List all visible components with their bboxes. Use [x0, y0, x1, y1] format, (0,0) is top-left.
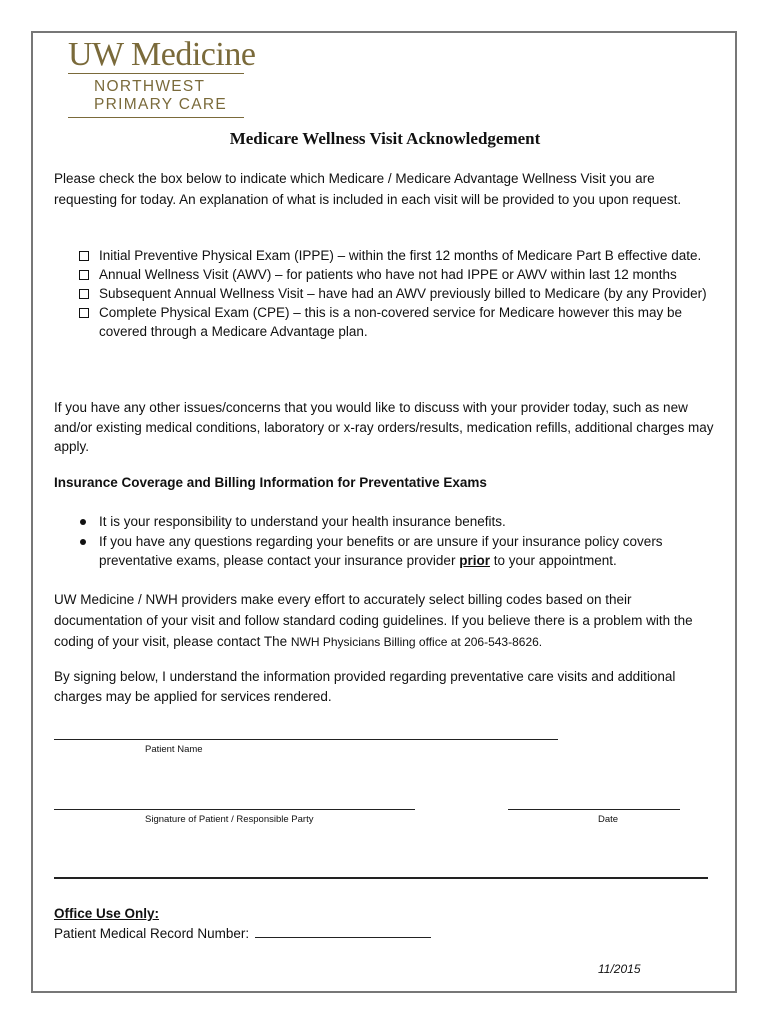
- signature-line[interactable]: [54, 809, 415, 810]
- checkbox[interactable]: [79, 289, 89, 299]
- bullet-text: It is your responsibility to understand your health insurance benefits.: [99, 514, 506, 529]
- other-issues-paragraph: If you have any other issues/concerns that you would like to discuss with your provider today, such as new and/or existing medical conditions, laboratory or x-ray orders/results, medication refills, additional charges may apply.: [54, 400, 714, 454]
- list-item: [78, 512, 708, 532]
- bullet-icon: [80, 539, 86, 545]
- office-use-title: Office Use Only:: [54, 906, 160, 921]
- visit-option-cpe: [78, 303, 718, 341]
- patient-name-line[interactable]: [54, 739, 558, 740]
- revision-date: 11/2015: [598, 962, 641, 976]
- mrn-input-line[interactable]: [255, 925, 431, 938]
- billing-office-contact: NWH Physicians Billing office at 206-543-8626.: [290, 635, 543, 649]
- signature-label: Signature of Patient / Responsible Party: [145, 814, 314, 825]
- office-mrn-row: [54, 925, 431, 941]
- visit-option-label: Subsequent Annual Wellness Visit – have had an AWV previously billed to Medicare (by any Provider): [99, 286, 707, 301]
- checkbox[interactable]: [79, 308, 89, 318]
- bullet-text-end: to your appointment.: [489, 553, 617, 568]
- visit-option-label: Annual Wellness Visit (AWV) – for patients who have not had IPPE or AWV within last 12 months: [99, 267, 677, 282]
- date-line[interactable]: [508, 809, 680, 810]
- section-divider: [54, 877, 708, 879]
- visit-option-awv: [78, 265, 718, 284]
- logo-uw-medicine: UW Medicine: [68, 36, 256, 73]
- visit-option-label: Complete Physical Exam (CPE) – this is a non-covered service for Medicare however this may be covered through a Medicare Advantage plan.: [99, 305, 682, 339]
- bullet-text: If you have any questions regarding your benefits or are unsure if your insurance policy covers preventative exams, please contact your insurance provider: [99, 533, 663, 568]
- billing-text: UW Medicine / NWH providers make every effort to accurately select billing codes based on their documentation of your visit and follow standard coding guidelines. If you believe there is a problem with the coding of your visit, please contact The: [54, 592, 693, 649]
- bullet-icon: [80, 519, 86, 525]
- mrn-label: Patient Medical Record Number:: [54, 926, 253, 941]
- visit-option-ippe: [78, 246, 718, 265]
- logo-divider: [68, 73, 244, 74]
- checkbox[interactable]: [79, 270, 89, 280]
- logo-divider: [68, 117, 244, 118]
- list-item: [78, 532, 708, 571]
- checkbox[interactable]: [79, 251, 89, 261]
- insurance-heading: Insurance Coverage and Billing Information for Preventative Exams: [54, 475, 487, 490]
- consent-paragraph: By signing below, I understand the information provided regarding preventative care visits and additional charges may be applied for services rendered.: [54, 669, 676, 704]
- date-label: Date: [598, 814, 619, 825]
- patient-name-label: Patient Name: [145, 744, 203, 755]
- visit-checklist: [78, 246, 718, 341]
- visit-option-subsequent-awv: [78, 284, 718, 303]
- billing-paragraph: [54, 589, 714, 653]
- logo-primary-care: PRIMARY CARE: [94, 96, 228, 113]
- emphasis-prior: prior: [459, 553, 490, 568]
- logo-northwest: NORTHWEST: [94, 78, 206, 95]
- visit-option-label: Initial Preventive Physical Exam (IPPE) – within the first 12 months of Medicare Part B effective date.: [99, 248, 702, 263]
- insurance-bullets: [78, 512, 708, 571]
- intro-paragraph: Please check the box below to indicate which Medicare / Medicare Advantage Wellness Visit you are requesting for today. An explanation of what is included in each visit will be provided to you upon request.: [54, 171, 682, 207]
- page-title: Medicare Wellness Visit Acknowledgement: [229, 129, 541, 148]
